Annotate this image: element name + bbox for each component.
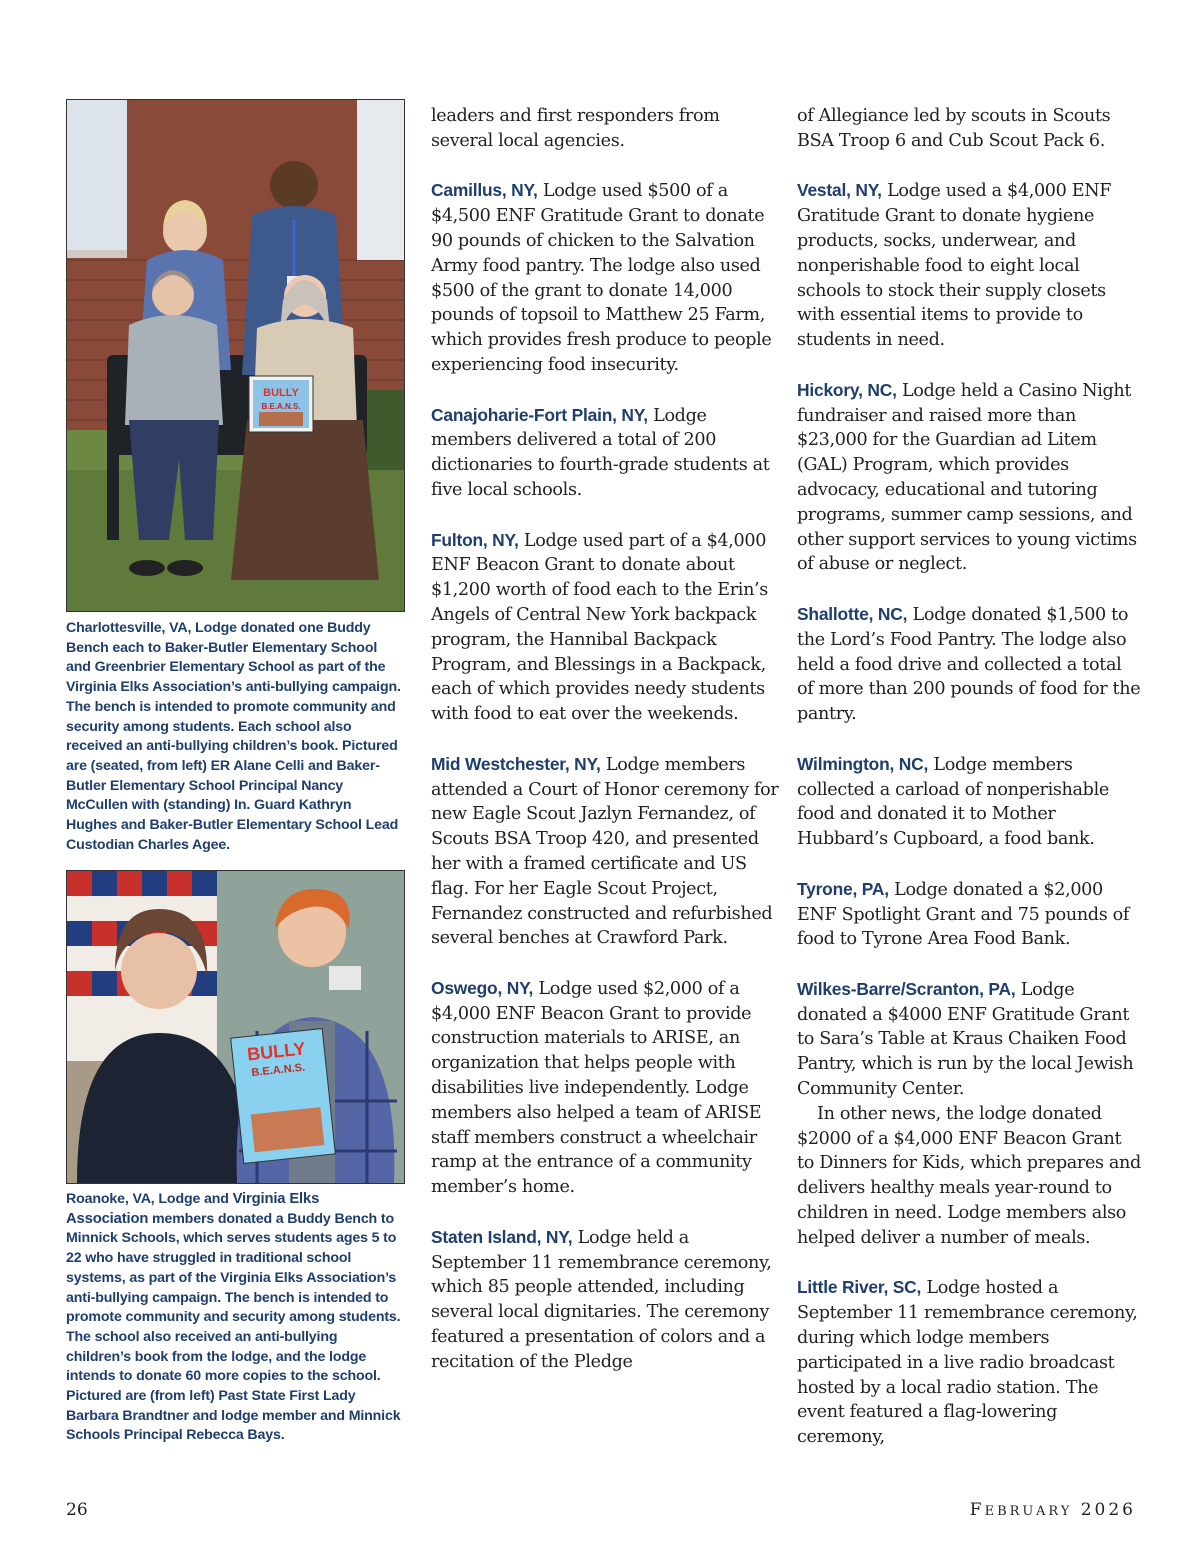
photo-roanoke [66, 870, 405, 1184]
photo1-book-title: BULLY [263, 387, 299, 399]
lodge-location: Staten Island, NY, [431, 1226, 573, 1247]
lodge-text: Lodge members collected a carload of nonperishable food and donated it to Mother Hubbard’s Cupboard, a food bank. [797, 754, 1109, 850]
lodge-location: Vestal, NY, [797, 180, 882, 201]
lodge-text: Lodge used a $4,000 ENF Gratitude Grant to donate hygiene products, socks, underwear, and nonperishable food to eight local schools to stock their supply closets with essential items to provide to students in need. [797, 181, 1112, 351]
lodge-location: Wilkes-Barre/Scranton, PA, [797, 978, 1016, 999]
issue-month-rest: EBRUARY [984, 1504, 1073, 1519]
lodge-item [797, 378, 1142, 577]
photo-roanoke-illustration [67, 871, 404, 1183]
lodge-item [431, 1225, 779, 1375]
caption-location: Roanoke, VA, [66, 1191, 155, 1207]
lodge-location: Canajoharie-Fort Plain, NY, [431, 404, 648, 425]
lodge-item [797, 877, 1142, 952]
lodge-text: Lodge used $500 of a $4,500 ENF Gratitude Grant to donate 90 pounds of chicken to the Salvation Army food pantry. The lodge also used $500 of the grant to donate 14,000 pounds of topsoil to Matthew 25 Farm, which provides fresh produce to people experiencing food insecurity. [431, 181, 772, 375]
lodge-item [797, 602, 1142, 727]
lodge-text: Lodge donated a $4000 ENF Gratitude Grant to Sara’s Table at Kraus Chaiken Food Pantry, which is run by the local Jewish Community Center. [797, 979, 1134, 1100]
continued-paragraph: of Allegiance led by scouts in Scouts BSA Troop 6 and Cub Scout Pack 6. [797, 106, 1111, 151]
lodge-text: Lodge held a Casino Night fundraiser and raised more than $23,000 for the Guardian ad Litem (GAL) Program, which provides advocacy, educational and tutoring programs, summer camp sessions, and other support services to young victims of abuse or neglect. [797, 380, 1137, 575]
lodge-item [431, 976, 779, 1200]
caption-charlottesville [66, 619, 404, 855]
lodge-location: Wilmington, NC, [797, 753, 929, 774]
caption-text: Lodge donated one Buddy Bench each to Baker-Butler Elementary School and Greenbrier Elementary School as part of the Virginia Elks Association’s anti-bullying campaign. The bench is intended to promote community and security among students. Each school also received an anti-bullying children’s book. Pictured are (seated, from left) ER Alane Celli and Baker-Butler Elementary School Principal Nancy McCullen with (standing) In. Guard Kathryn Hughes and Baker-Butler Elementary School Lead Custodian Charles Agee. [66, 620, 401, 853]
other-news-paragraph: In other news, the lodge donated $2000 of a $4,000 ENF Beacon Grant to Dinners for Kids, which prepares and delivers healthy meals year-round to children in need. Lodge members also helped deliver a number of meals. [797, 1103, 1141, 1248]
lodge-text: Lodge used $2,000 of a $4,000 ENF Beacon Grant to provide construction materials to ARISE, an organization that helps people with disabilities live independently. Lodge members also helped a team of ARISE staff members construct a wheelchair ramp at the entrance of a community member’s home. [431, 978, 762, 1198]
issue-date [970, 1500, 1136, 1520]
caption-roanoke [66, 1190, 404, 1446]
photo-charlottesville-illustration [67, 100, 404, 611]
lodge-item [431, 528, 779, 727]
lodge-location: Little River, SC, [797, 1277, 922, 1298]
issue-year: 2026 [1080, 1500, 1136, 1520]
caption-text: members donated a Buddy Bench to Minnick Schools, which serves students ages 5 to 22 who have struggled in traditional school systems, as part of the Virginia Elks Association’s anti-bullying campaign. The bench is intended to promote community and security among students. The school also received an anti-bullying children’s book from the lodge, and the lodge intends to donate 60 more copies to the school. Pictured are (from left) Past State First Lady Barbara Brandtner and lodge member and Minnick Schools Principal Rebecca Bays. [66, 1210, 401, 1444]
lodge-item [431, 752, 779, 951]
page-number: 26 [66, 1500, 88, 1520]
lodge-location: Oswego, NY, [431, 977, 534, 998]
lodge-text: Lodge members attended a Court of Honor ceremony for new Eagle Scout Jazlyn Fernandez, of Scouts BSA Troop 420, and presented her with a framed certificate and US flag. For her Eagle Scout Project, Fernandez constructed and refurbished several benches at Crawford Park. [431, 754, 779, 949]
lodge-item [431, 178, 779, 377]
lodge-text: Lodge held a September 11 remembrance ceremony, which 85 people attended, including several local dignitaries. The ceremony featured a presentation of colors and a recitation of the Pledge [431, 1227, 772, 1372]
lodge-location: Tyrone, PA, [797, 878, 889, 899]
lodge-location: Hickory, NC, [797, 379, 897, 400]
lodge-item [797, 178, 1142, 353]
lodge-location: Camillus, NY, [431, 180, 538, 201]
caption-org: Virginia Elks Association [66, 1191, 320, 1227]
continued-paragraph: leaders and first responders from several local agencies. [431, 106, 720, 151]
lodge-text: Lodge members delivered a total of 200 dictionaries to fourth-grade students at five local schools. [431, 405, 770, 500]
lodge-location: Fulton, NY, [431, 529, 519, 550]
photo-charlottesville [66, 99, 405, 612]
photo1-book-subtitle: B.E.A.N.S. [261, 402, 301, 411]
lodge-location: Mid Westchester, NY, [431, 753, 601, 774]
lodge-item [797, 752, 1142, 852]
lodge-text: Lodge donated a $2,000 ENF Spotlight Grant and 75 pounds of food to Tyrone Area Food Bank. [797, 879, 1130, 950]
article-column-2 [431, 104, 779, 1375]
issue-month-initial: F [969, 1500, 985, 1520]
lodge-text: Lodge hosted a September 11 remembrance ceremony, during which lodge members participated in a live radio broadcast hosted by a local radio station. The event featured a flag-lowering ceremony, [797, 1278, 1138, 1448]
photo2-book-subtitle: B.E.A.N.S. [250, 1061, 306, 1080]
lodge-item [431, 403, 779, 503]
caption-text: Lodge and [158, 1191, 229, 1207]
lodge-item [797, 977, 1142, 1102]
caption-location: Charlottesville, VA, [66, 620, 192, 636]
photo2-book-title: BULLY [246, 1038, 307, 1065]
lodge-location: Shallotte, NC, [797, 603, 908, 624]
lodge-item [797, 1275, 1142, 1450]
article-column-3 [797, 104, 1142, 1450]
lodge-text: Lodge donated $1,500 to the Lord’s Food Pantry. The lodge also held a food drive and collected a total of more than 200 pounds of food for the pantry. [797, 604, 1141, 725]
lodge-text: Lodge used part of a $4,000 ENF Beacon Grant to donate about $1,200 worth of food each to the Erin’s Angels of Central New York backpack program, the Hannibal Backpack Program, and Blessings in a Backpack, each of which provides needy students with food to eat over the weekends. [431, 530, 768, 725]
